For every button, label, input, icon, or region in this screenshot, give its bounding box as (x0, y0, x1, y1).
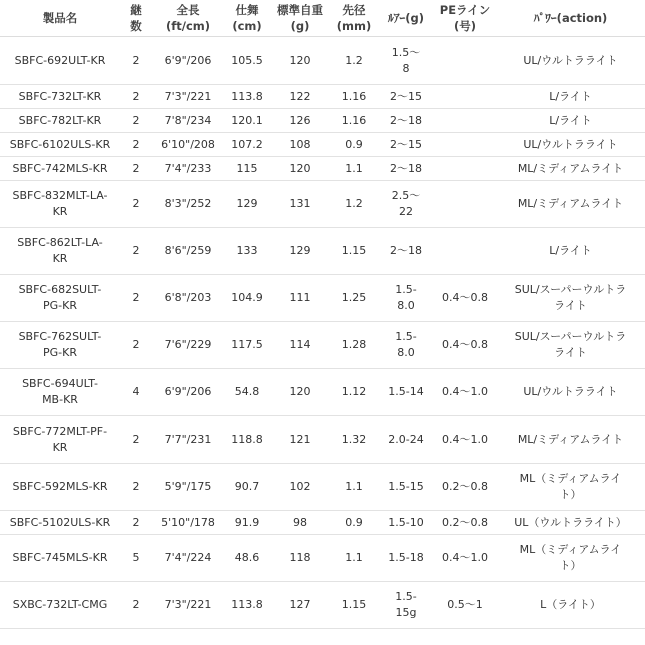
cell-weight: 129 (270, 228, 330, 275)
cell-length: 8'3"/252 (152, 181, 224, 228)
header-pieces: 継 数 (120, 0, 152, 37)
cell-lure: 2～18 (378, 109, 434, 133)
cell-weight: 131 (270, 181, 330, 228)
cell-closed: 117.5 (224, 322, 270, 369)
table-row (0, 511, 645, 535)
cell-closed: 107.2 (224, 133, 270, 157)
cell-weight: 118 (270, 535, 330, 582)
cell-length: 8'6"/259 (152, 228, 224, 275)
cell-lure: 2～18 (378, 228, 434, 275)
cell-length: 7'8"/234 (152, 109, 224, 133)
header-closed: 仕舞 (cm) (224, 0, 270, 37)
cell-tip: 1.2 (330, 37, 378, 85)
cell-length: 7'3"/221 (152, 85, 224, 109)
cell-closed: 54.8 (224, 369, 270, 416)
cell-lure: 1.5- 8.0 (378, 275, 434, 322)
cell-closed: 129 (224, 181, 270, 228)
cell-closed: 115 (224, 157, 270, 181)
cell-model: SBFC-745MLS-KR (0, 535, 120, 582)
cell-pe (434, 85, 496, 109)
cell-closed: 113.8 (224, 85, 270, 109)
cell-model: SXBC-732LT-CMG (0, 582, 120, 629)
cell-pe (434, 37, 496, 85)
cell-pieces: 2 (120, 85, 152, 109)
cell-pe (434, 133, 496, 157)
cell-pieces: 2 (120, 582, 152, 629)
header-power: ﾊﾟﾜｰ(action) (496, 0, 645, 37)
cell-pe: 0.4～0.8 (434, 275, 496, 322)
cell-lure: 2～18 (378, 157, 434, 181)
cell-lure: 2.0-24 (378, 416, 434, 464)
header-lure: ﾙｱｰ(g) (378, 0, 434, 37)
cell-length: 7'4"/233 (152, 157, 224, 181)
cell-pieces: 2 (120, 133, 152, 157)
cell-power: ML/ミディアムライト (496, 157, 645, 181)
cell-lure: 1.5～ 8 (378, 37, 434, 85)
cell-pe: 0.2～0.8 (434, 464, 496, 511)
cell-pieces: 2 (120, 228, 152, 275)
header-row (0, 0, 645, 37)
table-row (0, 228, 645, 275)
cell-power: UL/ウルトラライト (496, 369, 645, 416)
cell-closed: 113.8 (224, 582, 270, 629)
header-pe-line: PEライン (号) (434, 0, 496, 37)
cell-pe (434, 181, 496, 228)
cell-model: SBFC-742MLS-KR (0, 157, 120, 181)
cell-model: SBFC-694ULT- MB-KR (0, 369, 120, 416)
cell-weight: 120 (270, 369, 330, 416)
cell-power: UL/ウルトラライト (496, 133, 645, 157)
cell-model: SBFC-6102ULS-KR (0, 133, 120, 157)
cell-tip: 1.2 (330, 181, 378, 228)
cell-length: 7'4"/224 (152, 535, 224, 582)
cell-length: 5'9"/175 (152, 464, 224, 511)
cell-tip: 1.32 (330, 416, 378, 464)
table-row (0, 275, 645, 322)
cell-length: 6'8"/203 (152, 275, 224, 322)
cell-weight: 98 (270, 511, 330, 535)
cell-model: SBFC-5102ULS-KR (0, 511, 120, 535)
cell-pieces: 2 (120, 275, 152, 322)
cell-power: L（ライト） (496, 582, 645, 629)
cell-pe: 0.2～0.8 (434, 511, 496, 535)
cell-model: SBFC-762SULT- PG-KR (0, 322, 120, 369)
cell-weight: 122 (270, 85, 330, 109)
table-row (0, 85, 645, 109)
cell-pieces: 2 (120, 157, 152, 181)
cell-lure: 1.5-14 (378, 369, 434, 416)
cell-weight: 120 (270, 157, 330, 181)
cell-weight: 126 (270, 109, 330, 133)
cell-power: L/ライト (496, 85, 645, 109)
header-weight: 標準自重 (g) (270, 0, 330, 37)
cell-tip: 1.1 (330, 535, 378, 582)
cell-closed: 120.1 (224, 109, 270, 133)
cell-pe: 0.4～1.0 (434, 535, 496, 582)
cell-power: ML（ミディアムライ ト） (496, 535, 645, 582)
cell-lure: 1.5- 8.0 (378, 322, 434, 369)
cell-pe: 0.5～1 (434, 582, 496, 629)
cell-tip: 1.1 (330, 464, 378, 511)
cell-pieces: 2 (120, 181, 152, 228)
cell-power: ML（ミディアムライ ト） (496, 464, 645, 511)
cell-pieces: 2 (120, 37, 152, 85)
cell-power: SUL/スーパーウルトラ ライト (496, 322, 645, 369)
table-row (0, 109, 645, 133)
table-row (0, 535, 645, 582)
cell-tip: 1.15 (330, 228, 378, 275)
cell-closed: 133 (224, 228, 270, 275)
table-row (0, 133, 645, 157)
cell-model: SBFC-732LT-KR (0, 85, 120, 109)
cell-model: SBFC-772MLT-PF- KR (0, 416, 120, 464)
cell-power: ML/ミディアムライト (496, 416, 645, 464)
cell-pieces: 5 (120, 535, 152, 582)
cell-lure: 1.5-10 (378, 511, 434, 535)
header-tip: 先径 (mm) (330, 0, 378, 37)
cell-power: L/ライト (496, 228, 645, 275)
cell-closed: 104.9 (224, 275, 270, 322)
cell-tip: 1.16 (330, 109, 378, 133)
cell-weight: 121 (270, 416, 330, 464)
cell-weight: 102 (270, 464, 330, 511)
cell-closed: 91.9 (224, 511, 270, 535)
cell-pe (434, 228, 496, 275)
cell-closed: 90.7 (224, 464, 270, 511)
cell-pe: 0.4～1.0 (434, 369, 496, 416)
cell-tip: 1.15 (330, 582, 378, 629)
cell-pe: 0.4～0.8 (434, 322, 496, 369)
cell-weight: 127 (270, 582, 330, 629)
cell-weight: 114 (270, 322, 330, 369)
cell-length: 7'3"/221 (152, 582, 224, 629)
cell-lure: 1.5- 15g (378, 582, 434, 629)
cell-lure: 2.5～ 22 (378, 181, 434, 228)
cell-closed: 48.6 (224, 535, 270, 582)
cell-power: ML/ミディアムライト (496, 181, 645, 228)
cell-lure: 2～15 (378, 85, 434, 109)
cell-pieces: 2 (120, 109, 152, 133)
cell-model: SBFC-692ULT-KR (0, 37, 120, 85)
cell-model: SBFC-682SULT- PG-KR (0, 275, 120, 322)
header-length: 全長 (ft/cm) (152, 0, 224, 37)
table-row (0, 464, 645, 511)
cell-length: 6'9"/206 (152, 369, 224, 416)
cell-pe: 0.4～1.0 (434, 416, 496, 464)
cell-tip: 1.1 (330, 157, 378, 181)
cell-length: 5'10"/178 (152, 511, 224, 535)
cell-closed: 118.8 (224, 416, 270, 464)
cell-pieces: 2 (120, 322, 152, 369)
cell-model: SBFC-832MLT-LA- KR (0, 181, 120, 228)
cell-lure: 2～15 (378, 133, 434, 157)
table-row (0, 157, 645, 181)
cell-closed: 105.5 (224, 37, 270, 85)
cell-tip: 1.28 (330, 322, 378, 369)
cell-tip: 1.25 (330, 275, 378, 322)
cell-power: UL（ウルトラライト） (496, 511, 645, 535)
cell-pe (434, 157, 496, 181)
cell-weight: 108 (270, 133, 330, 157)
cell-pe (434, 109, 496, 133)
table-row (0, 582, 645, 629)
table-row (0, 369, 645, 416)
cell-weight: 111 (270, 275, 330, 322)
cell-tip: 1.16 (330, 85, 378, 109)
cell-lure: 1.5-18 (378, 535, 434, 582)
header-model: 製品名 (0, 0, 120, 37)
cell-tip: 0.9 (330, 133, 378, 157)
cell-power: UL/ウルトラライト (496, 37, 645, 85)
cell-power: SUL/スーパーウルトラ ライト (496, 275, 645, 322)
cell-length: 7'6"/229 (152, 322, 224, 369)
cell-pieces: 4 (120, 369, 152, 416)
cell-weight: 120 (270, 37, 330, 85)
cell-model: SBFC-592MLS-KR (0, 464, 120, 511)
cell-lure: 1.5-15 (378, 464, 434, 511)
cell-pieces: 2 (120, 416, 152, 464)
table-row (0, 322, 645, 369)
cell-length: 6'10"/208 (152, 133, 224, 157)
cell-pieces: 2 (120, 511, 152, 535)
cell-length: 6'9"/206 (152, 37, 224, 85)
cell-power: L/ライト (496, 109, 645, 133)
cell-model: SBFC-862LT-LA- KR (0, 228, 120, 275)
cell-pieces: 2 (120, 464, 152, 511)
cell-tip: 0.9 (330, 511, 378, 535)
cell-model: SBFC-782LT-KR (0, 109, 120, 133)
table-row (0, 416, 645, 464)
cell-length: 7'7"/231 (152, 416, 224, 464)
table-row (0, 37, 645, 85)
cell-tip: 1.12 (330, 369, 378, 416)
table-row (0, 181, 645, 228)
